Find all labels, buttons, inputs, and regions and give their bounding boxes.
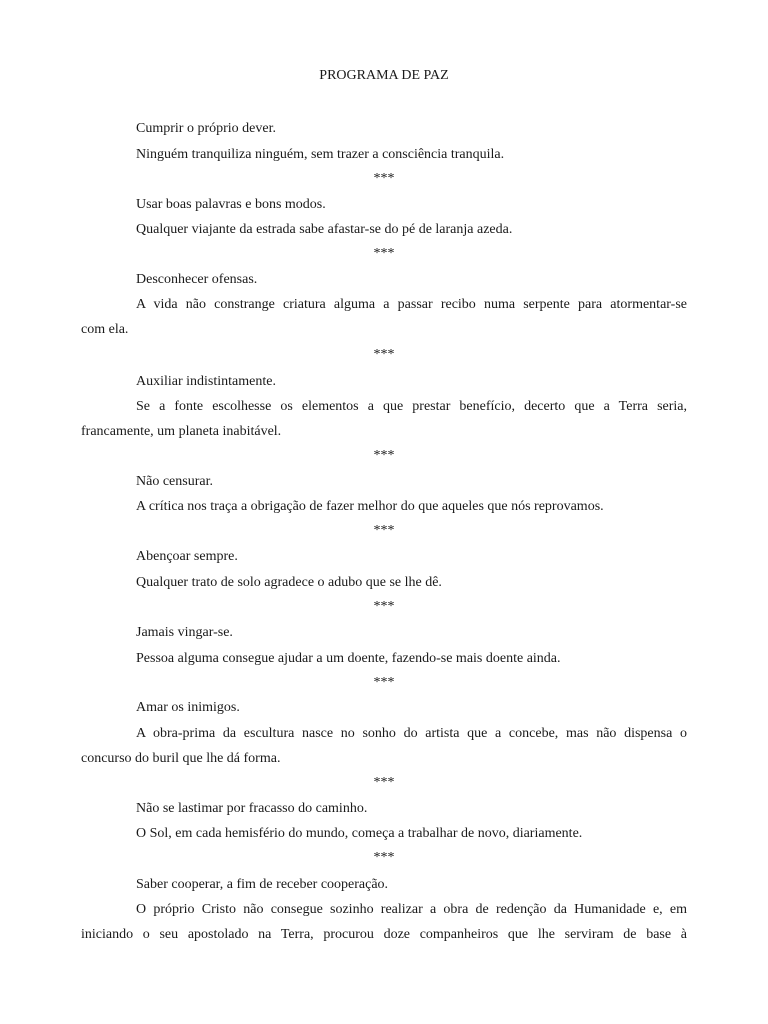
section-text: Pessoa alguma consegue ajudar a um doente, fazendo-se mais doente ainda. xyxy=(136,651,561,666)
section-text-line: Se a fonte escolhesse os elementos a que prestar benefício, decerto que a Terra seria, xyxy=(136,399,687,414)
section-heading: Desconhecer ofensas. xyxy=(136,272,258,287)
section-separator: *** xyxy=(373,171,395,186)
section-heading: Auxiliar indistintamente. xyxy=(136,374,276,389)
section-text-line: com ela. xyxy=(81,322,129,337)
section-heading: Não censurar. xyxy=(136,474,213,489)
section-separator: *** xyxy=(373,675,395,690)
section-text-line: O próprio Cristo não consegue sozinho realizar a obra de redenção da Humanidade e, em xyxy=(136,902,687,917)
section-heading: Amar os inimigos. xyxy=(136,700,240,715)
section-text xyxy=(81,398,687,440)
section-heading: Usar boas palavras e bons modos. xyxy=(136,197,326,212)
section-text: Ninguém tranquiliza ninguém, sem trazer a consciência tranquila. xyxy=(136,147,505,162)
section-separator: *** xyxy=(373,448,395,463)
section-text: Qualquer trato de solo agradece o adubo que se lhe dê. xyxy=(136,575,442,590)
section-text-line: A vida não constrange criatura alguma a passar recibo numa serpente para atormentar-se xyxy=(136,297,687,312)
section-text-line: A obra-prima da escultura nasce no sonho do artista que a concebe, mas não dispensa o xyxy=(136,726,687,741)
section-text-line: concurso do buril que lhe dá forma. xyxy=(81,751,281,766)
section-separator: *** xyxy=(373,775,395,790)
section-heading: Abençoar sempre. xyxy=(136,549,238,564)
section-separator: *** xyxy=(373,599,395,614)
section-separator: *** xyxy=(373,246,395,261)
section-separator: *** xyxy=(373,523,395,538)
section-separator: *** xyxy=(373,850,395,865)
section-heading: Cumprir o próprio dever. xyxy=(136,121,276,136)
document-title: PROGRAMA DE PAZ xyxy=(319,68,449,83)
section-text-line: iniciando o seu apostolado na Terra, procurou doze companheiros que lhe serviram de base à xyxy=(81,927,687,942)
section-text: O Sol, em cada hemisfério do mundo, começa a trabalhar de novo, diariamente. xyxy=(136,826,583,841)
section-heading: Saber cooperar, a fim de receber cooperação. xyxy=(136,877,389,892)
section-heading: Jamais vingar-se. xyxy=(136,625,233,640)
section-text xyxy=(81,725,687,767)
section-text xyxy=(81,296,687,338)
section-text: A crítica nos traça a obrigação de fazer melhor do que aqueles que nós reprovamos. xyxy=(136,499,604,514)
section-separator: *** xyxy=(373,347,395,362)
section-text-line: francamente, um planeta inabitável. xyxy=(81,424,282,439)
section-heading: Não se lastimar por fracasso do caminho. xyxy=(136,801,368,816)
section-text: Qualquer viajante da estrada sabe afastar-se do pé de laranja azeda. xyxy=(136,222,513,237)
section-text xyxy=(81,901,687,943)
